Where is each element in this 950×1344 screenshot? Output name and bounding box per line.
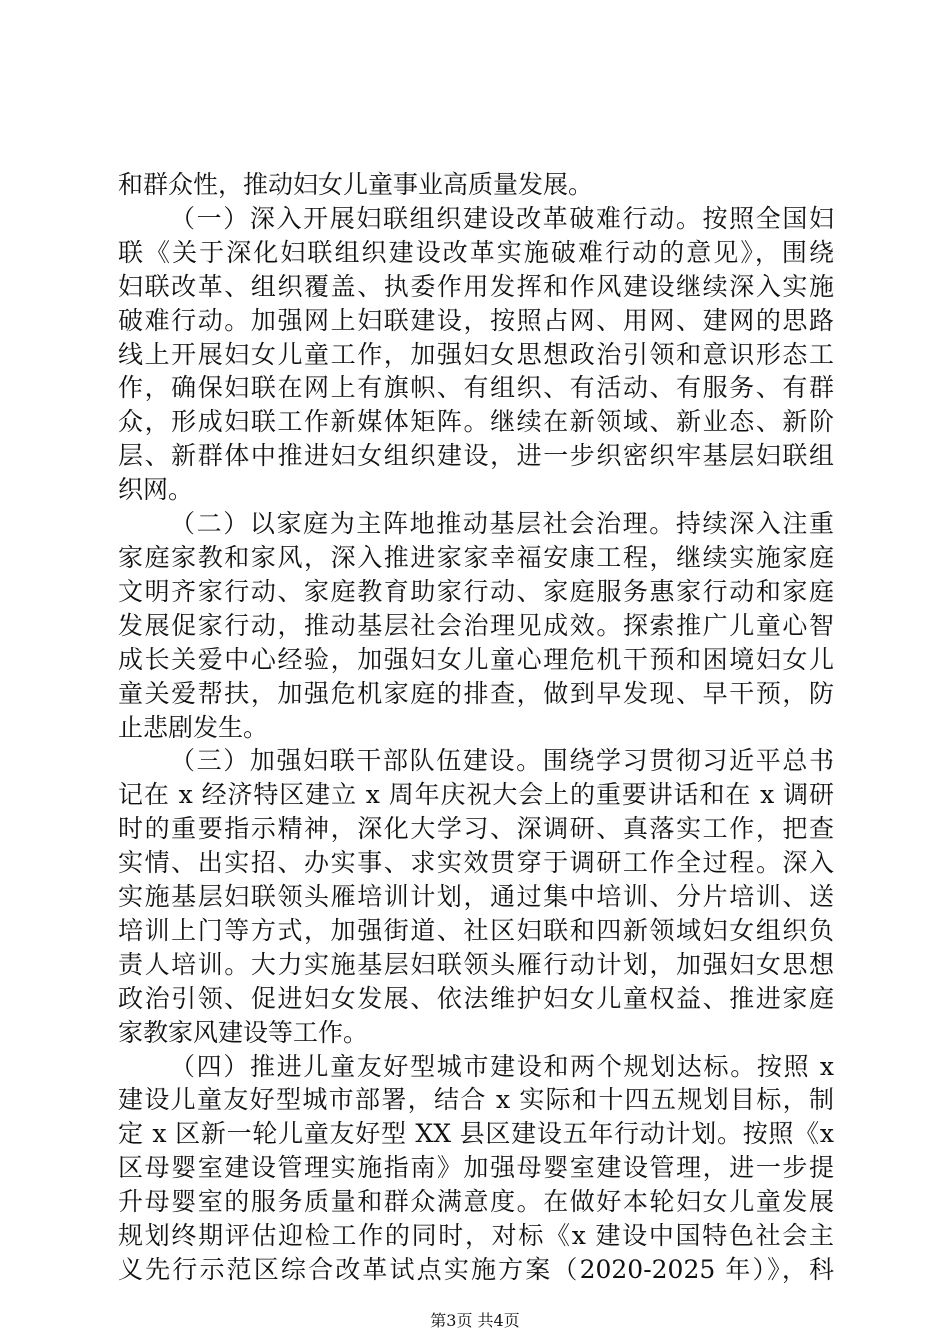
text-line: 破难行动。加强网上妇联建设，按照占网、用网、建网的思路: [118, 305, 834, 335]
text-line: 升母婴室的服务质量和群众满意度。在做好本轮妇女儿童发展: [118, 1187, 834, 1217]
text-line: 家庭家教和家风，深入推进家家幸福安康工程，继续实施家庭: [118, 542, 834, 572]
text-line: 层、新群体中推进妇女组织建设，进一步织密织牢基层妇联组: [118, 441, 834, 471]
text-line: 培训上门等方式，加强街道、社区妇联和四新领域妇女组织负: [118, 915, 834, 945]
text-line: （二）以家庭为主阵地推动基层社会治理。持续深入注重: [170, 509, 834, 539]
text-line: 线上开展妇女儿童工作，加强妇女思想政治引领和意识形态工: [118, 339, 834, 369]
text-line: 建设儿童友好型城市部署，结合 x 实际和十四五规划目标，制: [118, 1085, 834, 1115]
paragraph: [118, 168, 834, 202]
text-line: 止悲剧发生。: [118, 712, 269, 742]
text-line: 记在 x 经济特区建立 x 周年庆祝大会上的重要讲话和在 x 调研: [118, 780, 834, 810]
paragraph: [118, 202, 834, 507]
text-line: 众，形成妇联工作新媒体矩阵。继续在新领域、新业态、新阶: [118, 407, 834, 437]
text-line: 规划终期评估迎检工作的同时，对标《x 建设中国特色社会主: [118, 1221, 834, 1251]
text-line: 发展促家行动，推动基层社会治理见成效。探索推广儿童心智: [118, 610, 834, 640]
text-line: 文明齐家行动、家庭教育助家行动、家庭服务惠家行动和家庭: [118, 576, 834, 606]
text-line: 实情、出实招、办实事、求实效贯穿于调研工作全过程。深入: [118, 848, 834, 878]
text-line: 作，确保妇联在网上有旗帜、有组织、有活动、有服务、有群: [118, 373, 834, 403]
text-line: 和群众性，推动妇女儿童事业高质量发展。: [118, 170, 594, 199]
text-line: （四）推进儿童友好型城市建设和两个规划达标。按照 x: [170, 1051, 834, 1081]
text-line: 义先行示范区综合改革试点实施方案（2020-2025 年）》，科: [118, 1255, 834, 1284]
text-line: （三）加强妇联干部队伍建设。围绕学习贯彻习近平总书: [170, 746, 834, 776]
text-line: 成长关爱中心经验，加强妇女儿童心理危机干预和困境妇女儿: [118, 644, 834, 674]
text-line: 织网。: [118, 475, 194, 505]
text-line: 时的重要指示精神，深化大学习、深调研、真落实工作，把查: [118, 814, 834, 844]
text-line: 童关爱帮扶，加强危机家庭的排查，做到早发现、早干预，防: [118, 678, 834, 708]
text-line: 责人培训。大力实施基层妇联领头雁行动计划，加强妇女思想: [118, 949, 834, 979]
text-line: 实施基层妇联领头雁培训计划，通过集中培训、分片培训、送: [118, 882, 834, 912]
page-footer: 第3页 共4页: [430, 1310, 520, 1330]
text-line: 妇联改革、组织覆盖、执委作用发挥和作风建设继续深入实施: [118, 271, 834, 301]
text-line: 家教家风建设等工作。: [118, 1017, 369, 1047]
text-line: （一）深入开展妇联组织建设改革破难行动。按照全国妇: [170, 203, 834, 233]
paragraph: [118, 1050, 834, 1287]
text-line: 定 x 区新一轮儿童友好型 XX 县区建设五年行动计划。按照《x: [118, 1119, 834, 1149]
paragraph: [118, 507, 834, 744]
text-line: 区母婴室建设管理实施指南》加强母婴室建设管理，进一步提: [118, 1153, 834, 1183]
text-line: 政治引领、促进妇女发展、依法维护妇女儿童权益、推进家庭: [118, 983, 834, 1013]
paragraph: [118, 744, 834, 1049]
document-body: [118, 168, 834, 1287]
text-line: 联《关于深化妇联组织建设改革实施破难行动的意见》，围绕: [118, 237, 834, 267]
